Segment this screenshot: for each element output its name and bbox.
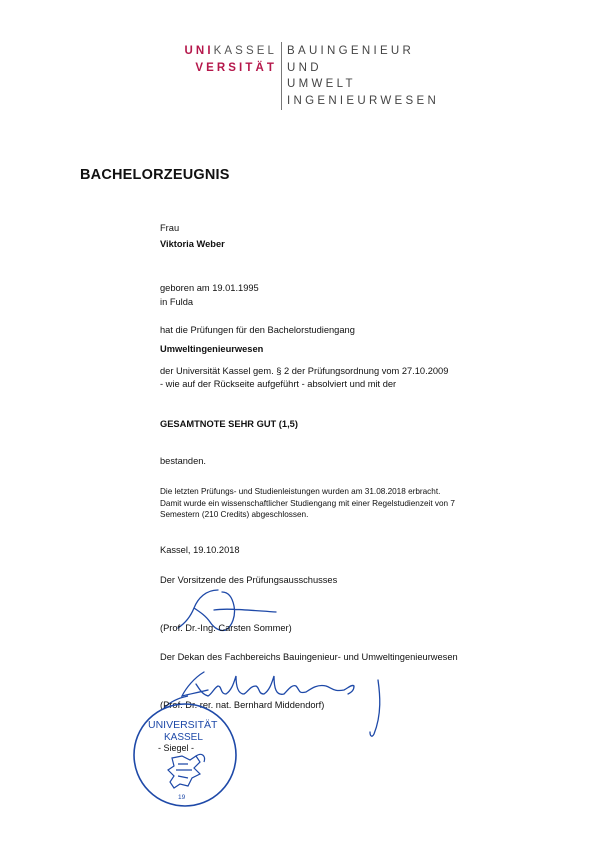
logo-versitaet: VERSITÄT: [195, 62, 277, 74]
seal-label: - Siegel -: [158, 743, 195, 753]
birth-date: geboren am 19.01.1995: [160, 283, 259, 293]
lion-emblem-icon: [168, 754, 205, 788]
regulation-text: der Universität Kassel gem. § 2 der Prüfungsordnung vom 27.10.2009: [160, 366, 449, 376]
university-seal: [130, 700, 240, 810]
seal-number: 19: [178, 794, 186, 801]
program-name: Umweltingenieurwesen: [160, 344, 264, 354]
logo-line-2: [142, 60, 277, 77]
faculty-line: INGENIEURWESEN: [287, 94, 440, 107]
chair-title: Der Vorsitzende des Prüfungsausschusses: [160, 575, 338, 585]
seal-line-1: UNIVERSITÄT: [148, 719, 218, 731]
completion-notes: [160, 486, 455, 521]
faculty-line: UND: [287, 61, 322, 74]
seal-line-2: KASSEL: [164, 732, 203, 743]
place-date: Kassel, 19.10.2018: [160, 545, 240, 555]
chair-name: (Prof. Dr.-Ing. Carsten Sommer): [160, 623, 292, 633]
faculty-line: BAUINGENIEUR: [287, 45, 415, 57]
document-title: BACHELORZEUGNIS: [80, 167, 230, 183]
logo-line-1: [142, 43, 277, 60]
faculty-line: UMWELT: [287, 78, 356, 90]
note-line: Damit wurde ein wissenschaftlicher Studiengang mit einer Regelstudienzeit von 7: [160, 498, 455, 508]
salutation: Frau: [160, 223, 180, 233]
appendix-text: - wie auf der Rückseite aufgeführt - absolviert und mit der: [160, 379, 397, 389]
dean-name: (Prof. Dr. rer. nat. Bernhard Middendorf): [160, 700, 325, 710]
intro-text: hat die Prüfungen für den Bachelorstudiengang: [160, 325, 355, 335]
note-line: Semestern (210 Credits) abgeschlossen.: [160, 510, 309, 519]
passed-text: bestanden.: [160, 456, 207, 466]
logo-divider: [281, 42, 282, 110]
logo-kassel: KASSEL: [213, 45, 277, 57]
overall-grade: GESAMTNOTE SEHR GUT (1,5): [160, 419, 298, 429]
university-logo: [142, 43, 277, 77]
birth-place: in Fulda: [160, 297, 194, 307]
dean-title: Der Dekan des Fachbereichs Bauingenieur- und Umweltingenieurwesen: [160, 652, 458, 662]
note-line: Die letzten Prüfungs- und Studienleistungen wurden am 31.08.2018 erbracht.: [160, 487, 441, 496]
graduate-name: Viktoria Weber: [160, 239, 225, 249]
logo-uni: UNI: [184, 45, 214, 57]
faculty-name: [287, 43, 439, 109]
